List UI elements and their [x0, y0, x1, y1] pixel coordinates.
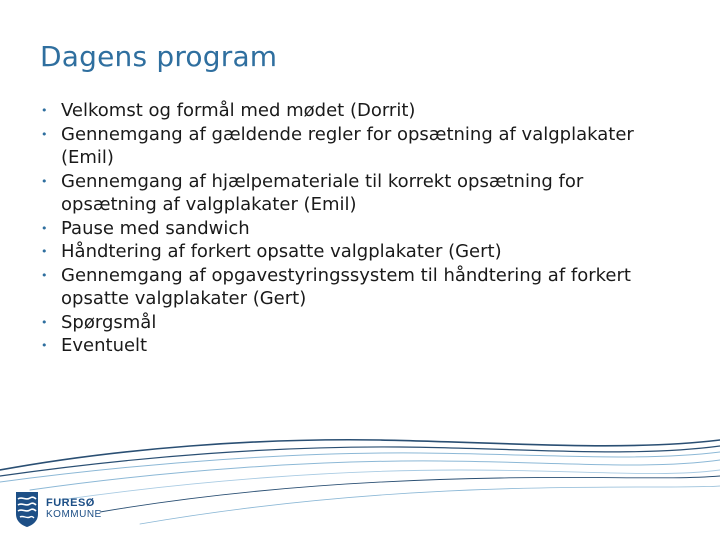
bullet-icon: • — [41, 221, 48, 235]
agenda-item — [41, 217, 681, 241]
wave-line-light — [140, 486, 720, 524]
bullet-icon: • — [41, 104, 48, 117]
agenda-item-text: Gennemgang af hjælpemateriale til korrekt opsætning for opsætning af valgplakater (Emil) — [61, 170, 584, 215]
logo-line-1: FURESØ — [46, 497, 95, 509]
wave-line-light — [0, 452, 720, 482]
agenda-item-text: Gennemgang af gældende regler for opsætning af valgplakater (Emil) — [61, 123, 634, 168]
furesoe-kommune-emblem-icon — [14, 490, 40, 528]
bullet-icon: • — [41, 245, 48, 258]
wave-line-dark — [100, 476, 720, 512]
slide-title: Dagens program — [40, 40, 278, 73]
agenda-item — [41, 170, 681, 217]
bullet-icon: • — [41, 268, 48, 282]
wave-line-light — [60, 470, 720, 500]
agenda-item-text: Håndtering af forkert opsatte valgplakater (Gert) — [61, 241, 502, 262]
wave-line-dark — [0, 440, 720, 470]
bullet-icon: • — [41, 174, 48, 188]
bullet-icon: • — [41, 339, 48, 352]
logo-text — [46, 497, 102, 521]
bullet-icon: • — [41, 127, 48, 141]
logo-line-2: KOMMUNE — [46, 509, 102, 520]
bullet-icon: • — [41, 315, 48, 329]
agenda-item-text: Pause med sandwich — [61, 217, 250, 239]
furesoe-logo — [14, 489, 102, 529]
agenda-item-text: Eventuelt — [61, 335, 148, 356]
agenda-item-text: Velkomst og formål med mødet (Dorrit) — [61, 100, 416, 121]
agenda-item — [41, 264, 681, 311]
agenda-item — [41, 240, 681, 264]
agenda-list — [41, 99, 681, 358]
agenda-item — [41, 311, 681, 335]
wave-line-dark — [0, 446, 720, 476]
agenda-item-text: Spørgsmål — [61, 311, 157, 333]
agenda-item — [41, 334, 681, 358]
agenda-item-text: Gennemgang af opgavestyringssystem til håndtering af forkert opsatte valgplakater (Gert) — [61, 264, 631, 309]
agenda-item — [41, 99, 681, 123]
wave-line-light — [30, 460, 720, 490]
agenda-item — [41, 123, 681, 170]
